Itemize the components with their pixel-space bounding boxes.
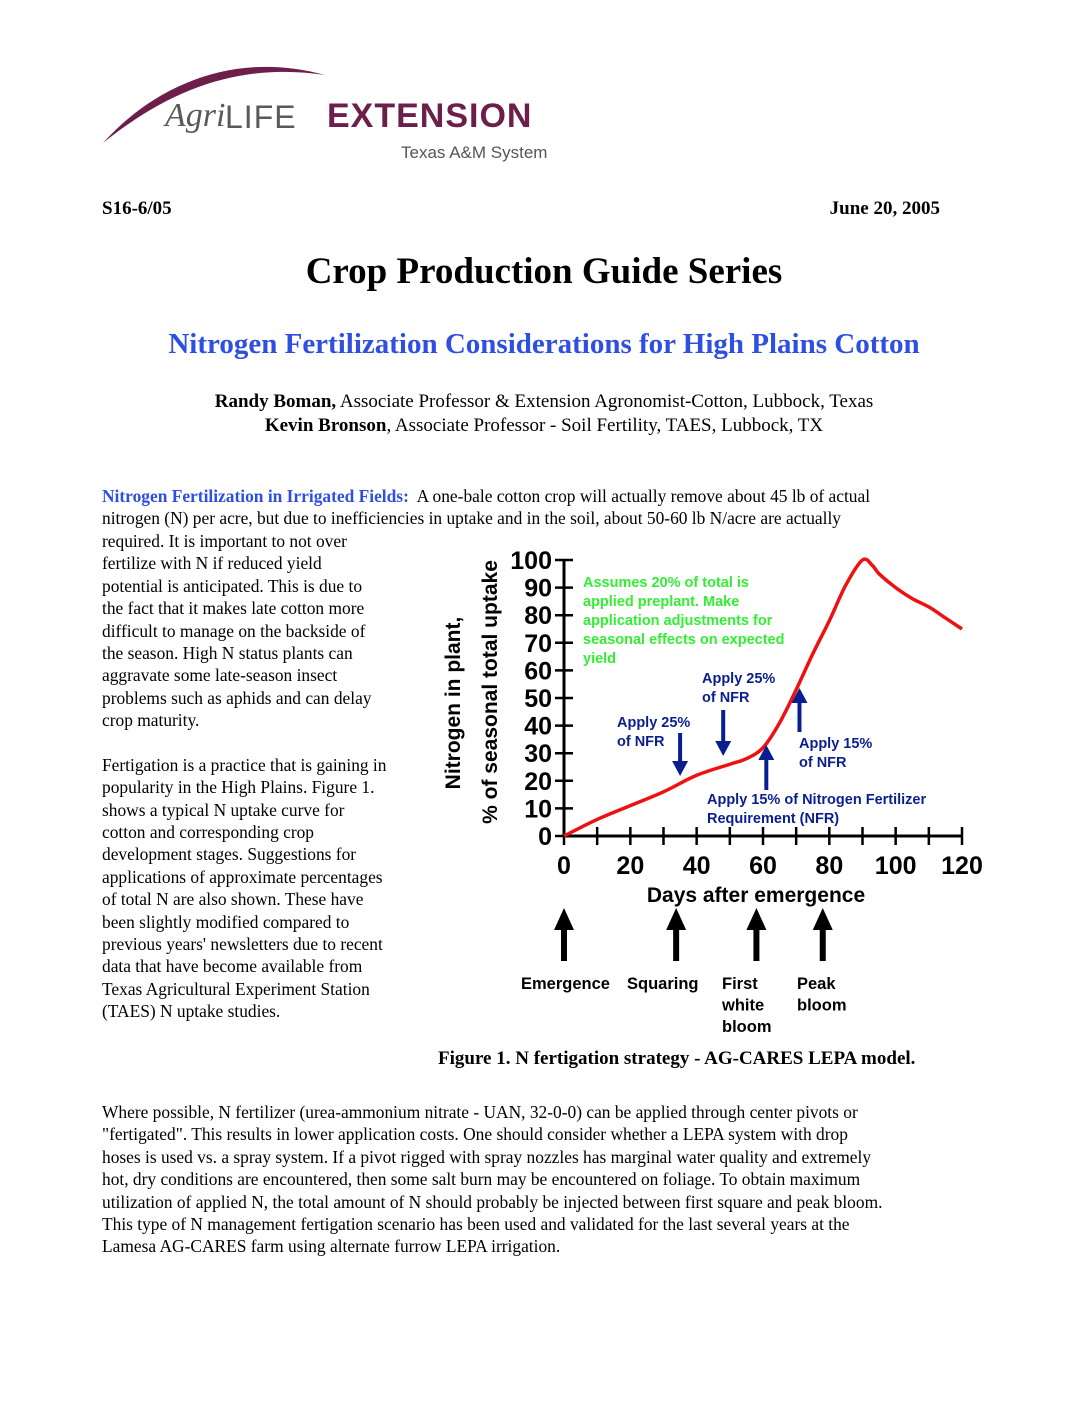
- annotation-label: Apply 25%: [702, 671, 776, 687]
- nitrogen-uptake-chart: [430, 540, 1010, 1040]
- y-axis-label: Nitrogen in plant,: [442, 616, 465, 790]
- text-line: popularity in the High Plains. Figure 1.: [102, 777, 375, 798]
- logo: [95, 45, 575, 170]
- text-line: cotton and corresponding crop: [102, 822, 315, 843]
- text-line: Texas Agricultural Experiment Station: [102, 978, 370, 999]
- y-tick-label: 50: [524, 685, 552, 713]
- text-line: aggravate some late-season insect: [102, 665, 338, 686]
- text-line: This type of N management fertigation scenario has been used and validated for the last several years at the: [102, 1214, 850, 1235]
- x-tick-label: 80: [815, 852, 844, 880]
- annotation-label: Apply 15%: [799, 736, 873, 752]
- text-line: difficult to manage on the backside of: [102, 620, 366, 641]
- text-line: hot, dry conditions are encountered, then some salt burn may be encountered on foliage. To obtain maximum: [102, 1169, 861, 1190]
- text-line: "fertigated". This results in lower application costs. One should consider whether a LEPA system with drop: [102, 1124, 848, 1145]
- section-lead: Nitrogen Fertilization in Irrigated Fields:: [102, 486, 409, 506]
- y-tick-label: 60: [524, 657, 552, 686]
- stage-label: Emergence: [521, 975, 610, 993]
- text-line: of total N are also shown. These have: [102, 889, 364, 910]
- y-tick-label: 80: [524, 602, 552, 631]
- x-tick-label: 100: [874, 852, 917, 880]
- y-tick-label: 100: [510, 547, 552, 575]
- closing-paragraph: [102, 1101, 1002, 1258]
- author-role: , Associate Professor - Soil Fertility, TAES, Lubbock, TX: [386, 415, 824, 436]
- annotation-arrow-head: [758, 745, 774, 760]
- annotation-arrow-head: [672, 761, 688, 776]
- publication-date: June 20, 2005: [829, 198, 940, 219]
- left-column-text: [102, 530, 432, 1023]
- page-title: Crop Production Guide Series: [305, 251, 783, 292]
- text-line: fertilize with N if reduced yield: [102, 553, 322, 574]
- publication-code: S16-6/05: [102, 198, 172, 219]
- text-line: utilization of applied N, the total amount of N should probably be injected between first square and peak bloom.: [102, 1191, 883, 1212]
- text-line: potential is anticipated. This is due to: [102, 575, 363, 596]
- annotation-label: of NFR: [617, 734, 665, 750]
- logo-system: Texas A&M System: [401, 143, 548, 162]
- text-line: previous years' newsletters due to recent: [102, 934, 383, 955]
- y-tick-label: 70: [524, 629, 552, 658]
- stage-label: Squaring: [627, 975, 699, 993]
- intro-line-1: [102, 485, 1002, 507]
- y-tick-label: 10: [524, 795, 552, 824]
- text-line: Where possible, N fertilizer (urea-ammonium nitrate - UAN, 32-0-0) can be applied through center pivots or: [102, 1102, 858, 1122]
- annotation-label: Requirement (NFR): [707, 811, 840, 827]
- annotation-arrow-head: [715, 741, 731, 756]
- x-tick-label: 20: [616, 852, 645, 880]
- text-line: required. It is important to not over: [102, 531, 347, 551]
- y-axis-label: % of seasonal total uptake: [479, 560, 502, 824]
- y-tick-label: 40: [524, 712, 552, 741]
- x-tick-label: 0: [557, 852, 571, 880]
- x-axis-label: Days after emergence: [646, 884, 866, 907]
- x-tick-label: 40: [682, 852, 711, 880]
- text-line: [102, 732, 432, 754]
- stage-label: bloom: [797, 996, 847, 1015]
- logo-extension: EXTENSION: [327, 97, 533, 135]
- x-tick-label: 120: [941, 852, 983, 880]
- y-tick-label: 30: [524, 740, 552, 769]
- logo-life: LIFE: [225, 99, 297, 135]
- annotation-label: of NFR: [702, 690, 750, 706]
- stage-label: First: [722, 975, 758, 993]
- y-tick-label: 20: [524, 767, 552, 796]
- stage-label: Peak: [797, 975, 836, 993]
- chart-note-line: seasonal effects on expected: [583, 632, 785, 648]
- text-line: Fertigation is a practice that is gaining in: [102, 754, 387, 775]
- text-line: development stages. Suggestions for: [102, 844, 357, 865]
- text-line: been slightly modified compared to: [102, 911, 350, 932]
- text-line: applications of approximate percentages: [102, 866, 383, 887]
- chart-note-line: yield: [583, 651, 617, 667]
- text-line: the fact that it makes late cotton more: [102, 598, 365, 619]
- stage-label: bloom: [722, 1018, 772, 1036]
- chart-note-line: applied preplant. Make: [583, 594, 740, 610]
- text-line: (TAES) N uptake studies.: [102, 1001, 281, 1022]
- annotation-label: Apply 25%: [617, 715, 691, 731]
- x-tick-label: 60: [749, 852, 777, 880]
- page-subtitle: Nitrogen Fertilization Considerations for High Plains Cotton: [168, 328, 920, 360]
- stage-label: white: [722, 996, 765, 1015]
- annotation-label: of NFR: [799, 755, 847, 771]
- text-line: the season. High N status plants can: [102, 642, 353, 663]
- author-line-2: [0, 415, 1088, 437]
- text-line: data that have become available from: [102, 956, 363, 977]
- logo-agri: Agri: [165, 97, 226, 134]
- stage-arrow-head: [554, 908, 574, 930]
- author-name: Randy Boman,: [214, 391, 337, 412]
- stage-arrow-head: [813, 908, 833, 930]
- author-line-1: [0, 391, 1088, 413]
- text-line: crop maturity.: [102, 710, 200, 731]
- y-tick-label: 0: [538, 823, 552, 851]
- intro-paragraph: [102, 485, 1002, 530]
- chart-note-line: application adjustments for: [583, 613, 773, 629]
- author-name: Kevin Bronson: [264, 415, 387, 436]
- text-line: Lamesa AG-CARES farm using alternate furrow LEPA irrigation.: [102, 1236, 561, 1257]
- y-tick-label: 90: [524, 574, 552, 603]
- text-line: problems such as aphids and can delay: [102, 687, 372, 708]
- author-role: Associate Professor & Extension Agronomist-Cotton, Lubbock, Texas: [336, 391, 874, 412]
- text-line: hoses is used vs. a spray system. If a pivot rigged with spray nozzles has marginal water quality and extremely: [102, 1146, 872, 1167]
- intro-line-2: nitrogen (N) per acre, but due to inefficiencies in uptake and in the soil, about 50-60 lb N/acre are actually: [102, 508, 841, 529]
- intro-text: A one-bale cotton crop will actually remove about 45 lb of actual: [408, 486, 871, 506]
- chart-note-line: Assumes 20% of total is: [583, 575, 749, 591]
- annotation-label: Apply 15% of Nitrogen Fertilizer: [707, 792, 927, 808]
- stage-arrow-head: [666, 908, 686, 930]
- figure-caption: Figure 1. N fertigation strategy - AG-CARES LEPA model.: [438, 1048, 916, 1069]
- text-line: shows a typical N uptake curve for: [102, 799, 345, 820]
- stage-arrow-head: [746, 908, 766, 930]
